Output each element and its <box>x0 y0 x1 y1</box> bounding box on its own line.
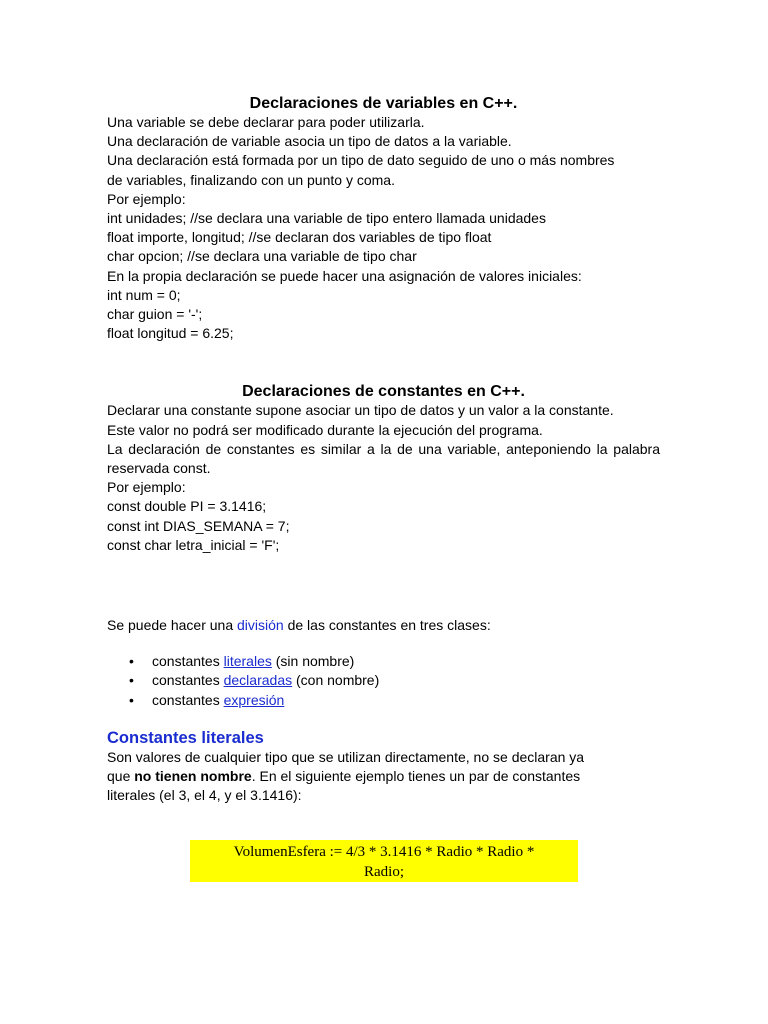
constants-line-1: Declarar una constante supone asociar un tipo de datos y un valor a la constante. <box>107 402 614 419</box>
literales-line-1: Son valores de cualquier tipo que se utilizan directamente, no se declaran ya <box>107 748 585 765</box>
list-item <box>107 691 660 710</box>
list-item <box>107 671 660 690</box>
list-item-prefix: constantes <box>152 691 224 708</box>
bullet-icon: • <box>129 672 134 689</box>
variables-line-12: float longitud = 6.25; <box>107 325 234 342</box>
variables-line-6: int unidades; //se declara una variable de tipo entero llamada unidades <box>107 210 546 227</box>
division-text-after: de las constantes en tres clases: <box>283 617 491 634</box>
literales-line-2 <box>107 767 660 786</box>
expresion-link[interactable]: expresión <box>223 691 285 708</box>
constants-paragraph: La declaración de constantes es similar a la de una variable, anteponiendo la palabra reservada const. <box>107 440 660 477</box>
literales-line-2-after: . En el siguiente ejemplo tienes un par de constantes <box>251 768 581 785</box>
literales-line-3: literales (el 3, el 4, y el 3.1416): <box>107 787 302 804</box>
division-paragraph <box>107 616 660 635</box>
document-content <box>107 94 660 805</box>
declaradas-link[interactable]: declaradas <box>223 672 293 689</box>
constants-example-2: const double PI = 3.1416; <box>107 498 267 515</box>
literales-bold-text: no tienen nombre <box>134 768 252 785</box>
constants-heading: Declaraciones de constantes en C++. <box>242 383 525 401</box>
code-example-box <box>190 840 578 882</box>
variables-line-9: En la propia declaración se puede hacer una asignación de valores iniciales: <box>107 267 582 284</box>
variables-line-2: Una declaración de variable asocia un tipo de datos a la variable. <box>107 133 512 150</box>
literales-line-2-before: que <box>107 768 135 785</box>
literales-link[interactable]: literales <box>223 653 272 670</box>
variables-line-5: Por ejemplo: <box>107 190 186 207</box>
variables-line-11: char guion = '-'; <box>107 306 203 323</box>
constant-classes-list <box>107 652 660 710</box>
variables-heading: Declaraciones de variables en C++. <box>249 95 518 112</box>
code-example-line-1: VolumenEsfera := 4/3 * 3.1416 * Radio * Radio * <box>233 844 535 860</box>
variables-line-8: char opcion; //se declara una variable de tipo char <box>107 248 417 265</box>
constants-example-4: const char letra_inicial = 'F'; <box>107 536 280 553</box>
constants-example-1: Por ejemplo: <box>107 479 186 496</box>
variables-line-3: Una declaración está formada por un tipo de dato seguido de uno o más nombres <box>107 152 615 169</box>
bullet-icon: • <box>129 653 134 670</box>
list-item-prefix: constantes <box>152 653 224 670</box>
section-spacer <box>107 555 660 616</box>
section-spacer <box>107 343 660 382</box>
literales-heading: Constantes literales <box>107 728 264 747</box>
list-item-suffix: (con nombre) <box>292 672 380 689</box>
constants-example-3: const int DIAS_SEMANA = 7; <box>107 517 290 534</box>
division-text-before: Se puede hacer una <box>107 617 237 634</box>
variables-line-4: de variables, finalizando con un punto y coma. <box>107 171 395 188</box>
variables-line-7: float importe, longitud; //se declaran dos variables de tipo float <box>107 229 492 246</box>
list-item <box>107 652 660 671</box>
variables-line-10: int num = 0; <box>107 286 181 303</box>
variables-line-1: Una variable se debe declarar para poder utilizarla. <box>107 114 425 130</box>
bullet-icon: • <box>129 691 134 708</box>
list-item-suffix: (sin nombre) <box>271 653 355 670</box>
division-link[interactable]: división <box>237 617 284 634</box>
list-item-prefix: constantes <box>152 672 224 689</box>
code-example-line-2: Radio; <box>364 864 404 880</box>
constants-line-2: Este valor no podrá ser modificado durante la ejecución del programa. <box>107 421 543 438</box>
